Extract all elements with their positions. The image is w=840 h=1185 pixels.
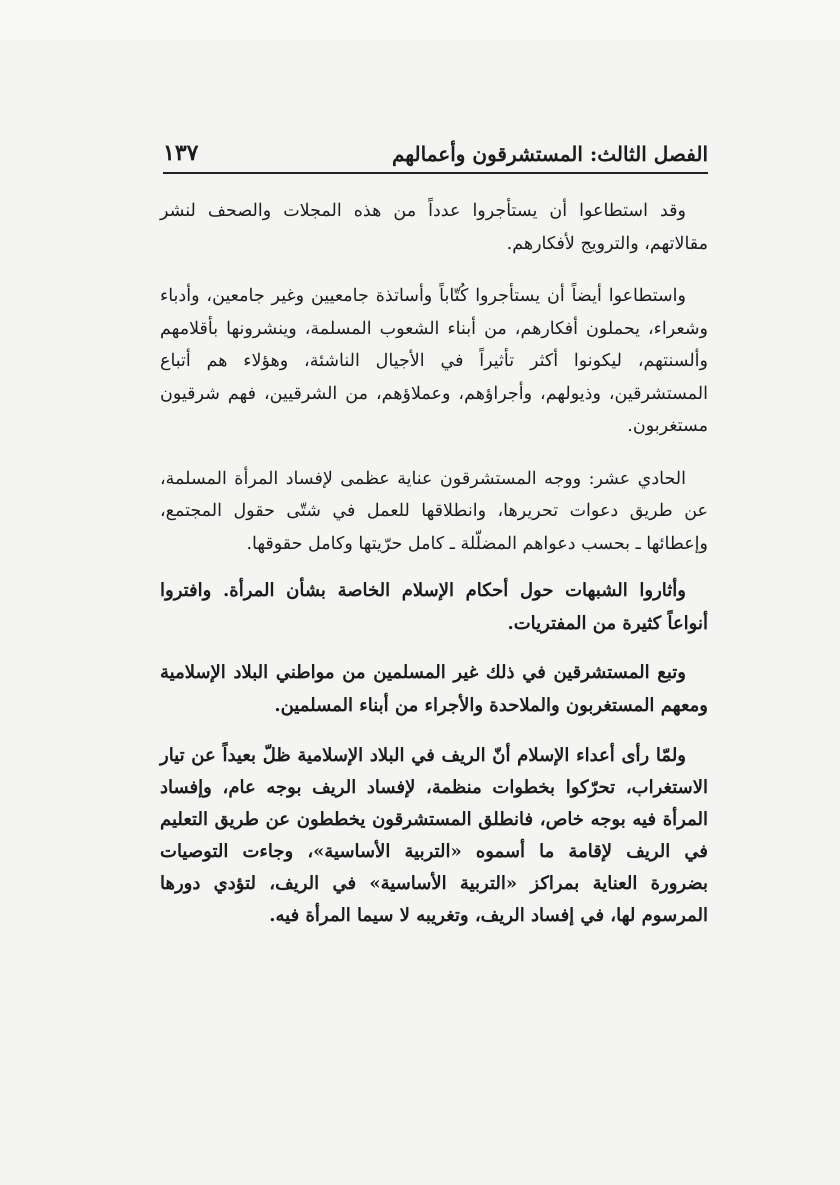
- page-number: ١٣٧: [163, 140, 199, 166]
- paragraph: وقد استطاعوا أن يستأجروا عدداً من هذه المجلات والصحف لنشر مقالاتهم، والترويج لأفكارهم.: [160, 201, 708, 254]
- running-header: [163, 138, 708, 172]
- paragraph: وتبع المستشرقين في ذلك غير المسلمين من مواطني البلاد الإسلامية ومعهم المستغربون والملاحدة والأجراء من أبناء المسلمين.: [160, 662, 708, 716]
- header-rule: [163, 172, 708, 174]
- paragraph: ولمّا رأى أعداء الإسلام أنّ الريف في البلاد الإسلامية ظلّ بعيداً عن تيار الاستغراب، تحرّكوا بخطوات منظمة، لإفساد الريف بوجه عام، وإفساد المرأة فيه بوجه خاص، فانطلق المستشرقون يخططون عن طريق التعليم في الريف لإقامة ما أسموه «التربية الأساسية»، وجاءت التوصيات بضرورة العناية بمراكز «التربية الأساسية» في الريف، لتؤدي دورها المرسوم لها، في إفساد الريف، وتغريبه لا سيما المرأة فيه.: [160, 745, 708, 926]
- body-text: [160, 195, 708, 932]
- paragraph: واستطاعوا أيضاً أن يستأجروا كُتّاباً وأساتذة جامعيين وغير جامعين، وأدباء وشعراء، يحملون أفكارهم، من أبناء الشعوب المسلمة، وينشرونها بأقلامهم وألسنتهم، ليكونوا أكثر تأثيراً في الأجيال الناشئة، وهؤلاء هم أتباع المستشرقين، وذيولهم، وأجراؤهم، وعملاؤهم، من الشرقيين، فهم شرقيون مستغربون.: [160, 286, 708, 436]
- paragraph: وأثاروا الشبهات حول أحكام الإسلام الخاصة بشأن المرأة. وافتروا أنواعاً كثيرة من المفتريات.: [160, 580, 708, 634]
- chapter-title: الفصل الثالث: المستشرقون وأعمالهم: [391, 142, 708, 166]
- paragraph: الحادي عشر: ووجه المستشرقون عناية عظمى لإفساد المرأة المسلمة، عن طريق دعوات تحريرها، وانطلاقها للعمل في شتّى حقول المجتمع، وإعطائها ـ بحسب دعواهم المضلّلة ـ كامل حرّيتها وكامل حقوقها.: [160, 468, 708, 554]
